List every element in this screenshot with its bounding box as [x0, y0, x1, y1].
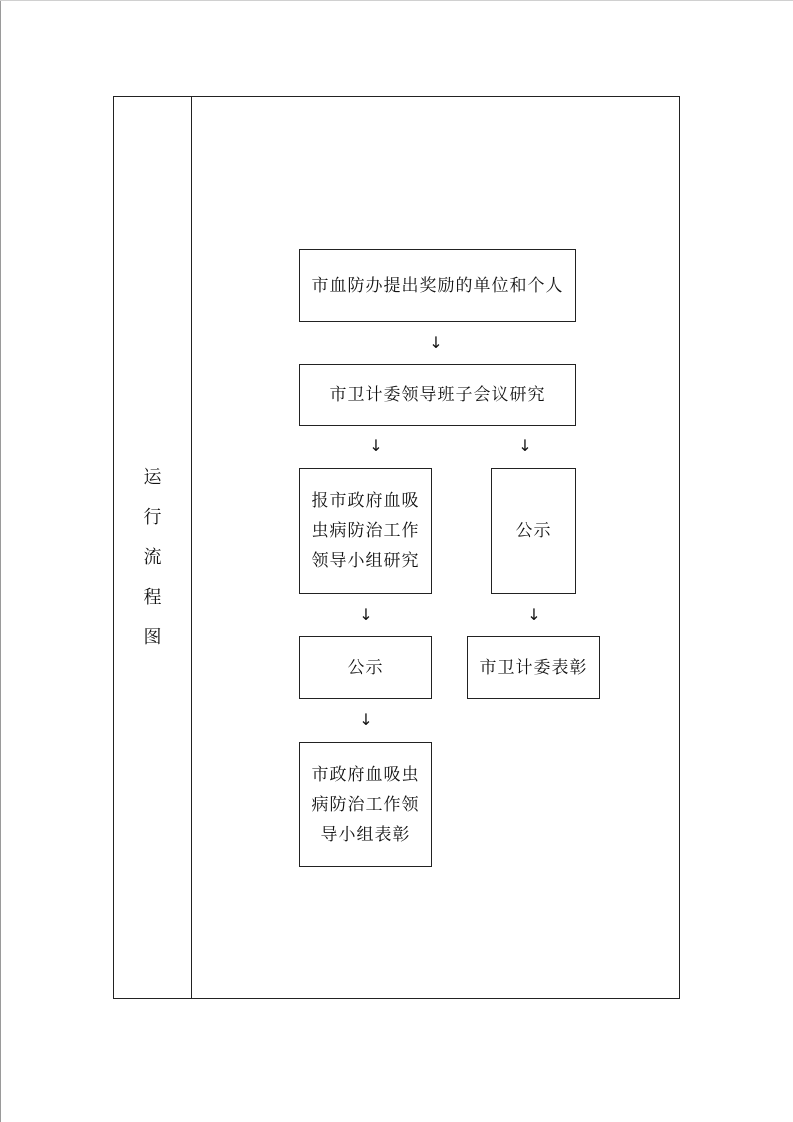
node-study-label: 市卫计委领导班子会议研究	[329, 385, 546, 405]
node-report-line: 领导小组研究	[311, 551, 420, 571]
node-publicize-left	[299, 636, 432, 699]
row-header-char: 运	[143, 467, 162, 488]
node-commend-commission	[467, 636, 600, 699]
arrow-down: ↓	[369, 436, 383, 455]
node-publicize-left-label: 公示	[347, 657, 384, 678]
node-report	[299, 468, 432, 594]
arrow-down: ↓	[518, 436, 532, 455]
node-propose	[299, 249, 576, 322]
node-commend-government-line: 导小组表彰	[320, 824, 411, 845]
page-edge-top	[0, 0, 793, 1]
arrow-down: ↓	[359, 710, 373, 729]
row-header-char: 程	[143, 587, 162, 608]
row-header-operation-flowchart	[113, 458, 192, 658]
node-study	[299, 364, 576, 426]
node-propose-label: 市血防办提出奖励的单位和个人	[311, 275, 564, 296]
node-commend-commission-label: 市卫计委表彰	[479, 657, 588, 678]
arrow-down: ↓	[527, 605, 541, 624]
node-report-line: 报市政府血吸	[311, 491, 420, 511]
node-report-line: 虫病防治工作	[311, 521, 420, 541]
node-commend-government-line: 市政府血吸虫	[311, 764, 420, 785]
node-commend-government	[299, 742, 432, 867]
page-edge	[0, 0, 1, 1122]
row-header-char: 图	[143, 627, 162, 648]
row-header-char: 行	[143, 507, 162, 528]
node-commend-government-line: 病防治工作领	[311, 794, 420, 815]
arrow-down: ↓	[359, 605, 373, 624]
row-header-char: 流	[143, 547, 162, 568]
node-publicize-right-label: 公示	[515, 521, 552, 541]
node-publicize-right	[491, 468, 576, 594]
arrow-down: ↓	[429, 333, 443, 352]
